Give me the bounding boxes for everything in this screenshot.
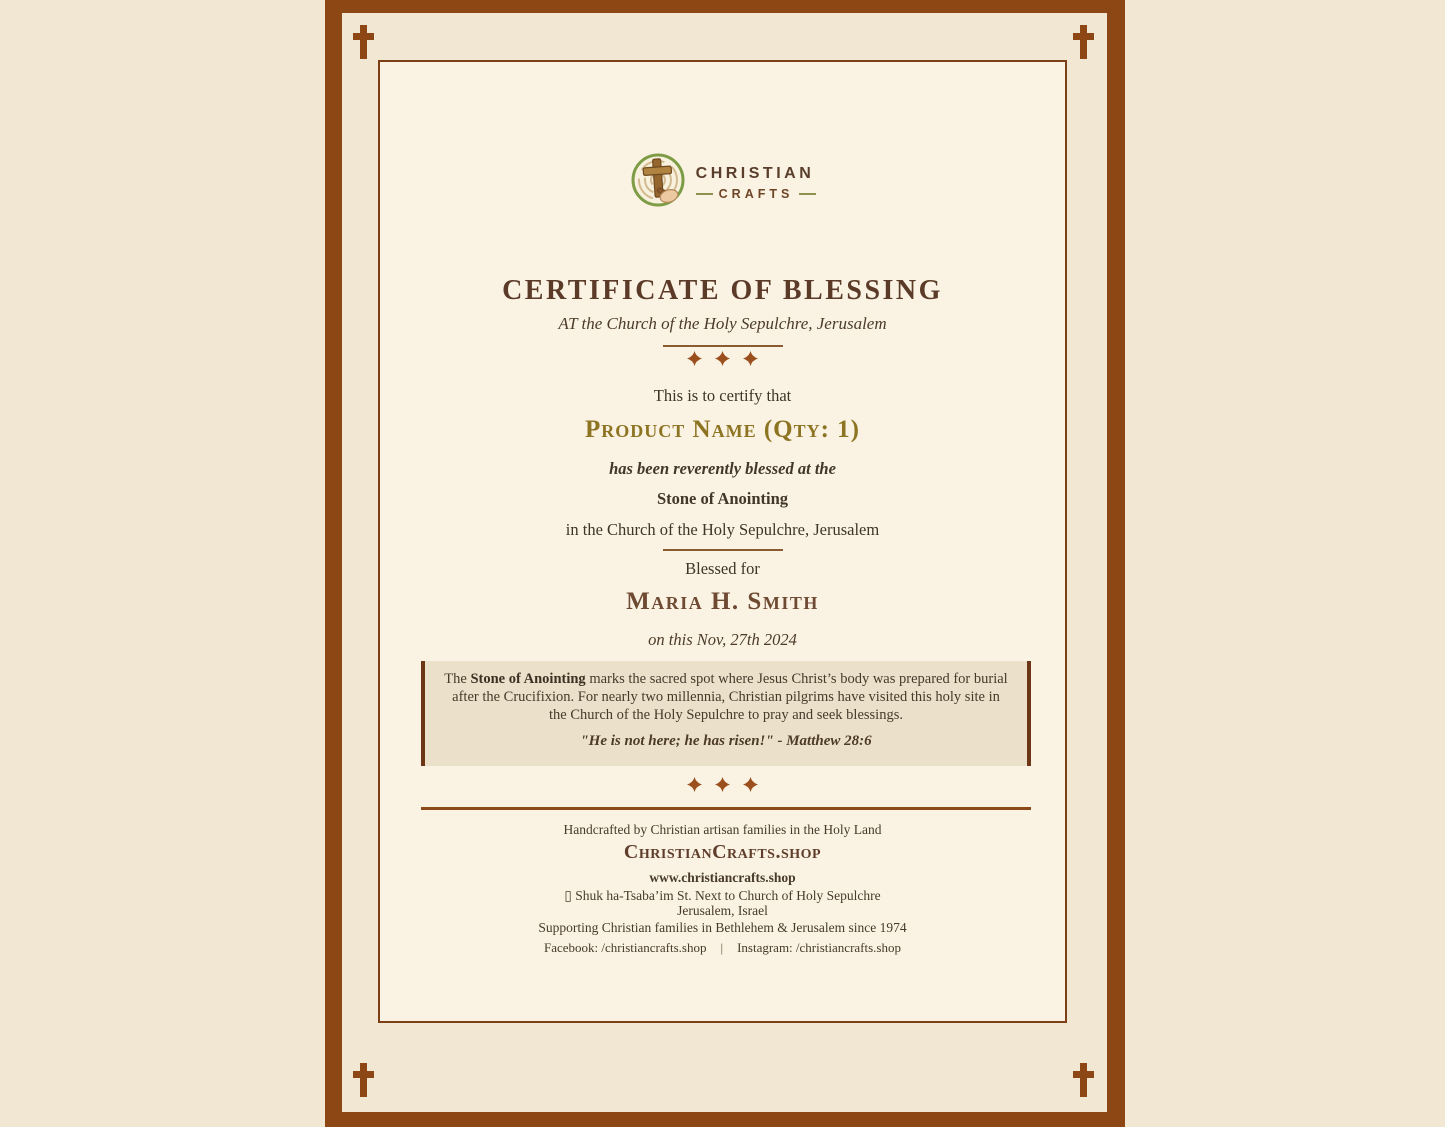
diamond-ornament-row xyxy=(380,777,1065,792)
brand-wordmark xyxy=(696,165,817,201)
certificate-title: CERTIFICATE OF BLESSING xyxy=(502,275,943,306)
social-links-row xyxy=(380,940,1065,956)
brand-name-line1: CHRISTIAN xyxy=(695,164,815,182)
holy-site-name: Stone of Anointing xyxy=(656,489,789,508)
diamond-ornament-icon xyxy=(687,351,702,366)
product-name: Product Name (Qty: 1) xyxy=(585,416,860,443)
info-box-text: The Stone of Anointing marks the sacred spot where Jesus Christ’s body was prepared for burial after the Crucifixion. For nearly two millennia, Christian pilgrims have visited this holy site in the Church of the Holy Sepulchre to pray and seek blessings. xyxy=(444,671,1008,723)
brand-name-line2: CRAFTS xyxy=(718,186,794,201)
certificate-sheet xyxy=(378,60,1067,1023)
social-separator: | xyxy=(720,940,724,955)
divider-line xyxy=(663,345,783,347)
diamond-ornament-icon xyxy=(687,777,702,792)
corner-cross-icon xyxy=(353,1063,374,1097)
corner-cross-icon xyxy=(1073,1063,1094,1097)
footer-divider-line xyxy=(421,807,1031,810)
divider-line xyxy=(663,549,783,551)
diamond-ornament-icon xyxy=(715,351,730,366)
christian-crafts-emblem-icon xyxy=(629,151,687,214)
recipient-name: Maria H. Smith xyxy=(626,588,819,615)
supporting-line: Supporting Christian families in Bethlehem & Jerusalem since 1974 xyxy=(538,920,907,935)
diamond-ornament-icon xyxy=(715,777,730,792)
logo-dash-right xyxy=(799,193,816,195)
certificate-subtitle: AT the Church of the Holy Sepulchre, Jerusalem xyxy=(558,314,887,333)
info-box-bold-term: Stone of Anointing xyxy=(470,671,586,687)
logo-dash-left xyxy=(696,193,713,195)
certificate-frame xyxy=(325,0,1125,1127)
facebook-handle: Facebook: /christiancrafts.shop xyxy=(544,940,707,955)
diamond-ornament-row xyxy=(380,351,1065,366)
footer-brand-name: ChristianCrafts.shop xyxy=(623,841,822,863)
blessed-line: has been reverently blessed at the xyxy=(609,459,836,478)
stone-of-anointing-info-box xyxy=(421,661,1031,766)
website-url: www.christiancrafts.shop xyxy=(649,870,796,885)
instagram-handle: Instagram: /christiancrafts.shop xyxy=(737,940,901,955)
handcrafted-line: Handcrafted by Christian artisan families in the Holy Land xyxy=(563,822,882,837)
address-line-2: Jerusalem, Israel xyxy=(677,903,768,918)
address-line-1: ▯ Shuk ha-Tsaba’im St. Next to Church of Holy Sepulchre xyxy=(564,888,881,903)
blessing-date: on this Nov, 27th 2024 xyxy=(648,630,797,649)
corner-cross-icon xyxy=(353,25,374,59)
diamond-ornament-icon xyxy=(743,351,758,366)
site-location: in the Church of the Holy Sepulchre, Jerusalem xyxy=(565,520,880,539)
diamond-ornament-icon xyxy=(743,777,758,792)
certify-line: This is to certify that xyxy=(653,386,792,405)
corner-cross-icon xyxy=(1073,25,1094,59)
brand-logo xyxy=(380,151,1065,214)
blessed-for-label: Blessed for xyxy=(685,559,760,578)
scripture-quote: "He is not here; he has risen!" - Matthew 28:6 xyxy=(580,733,872,750)
